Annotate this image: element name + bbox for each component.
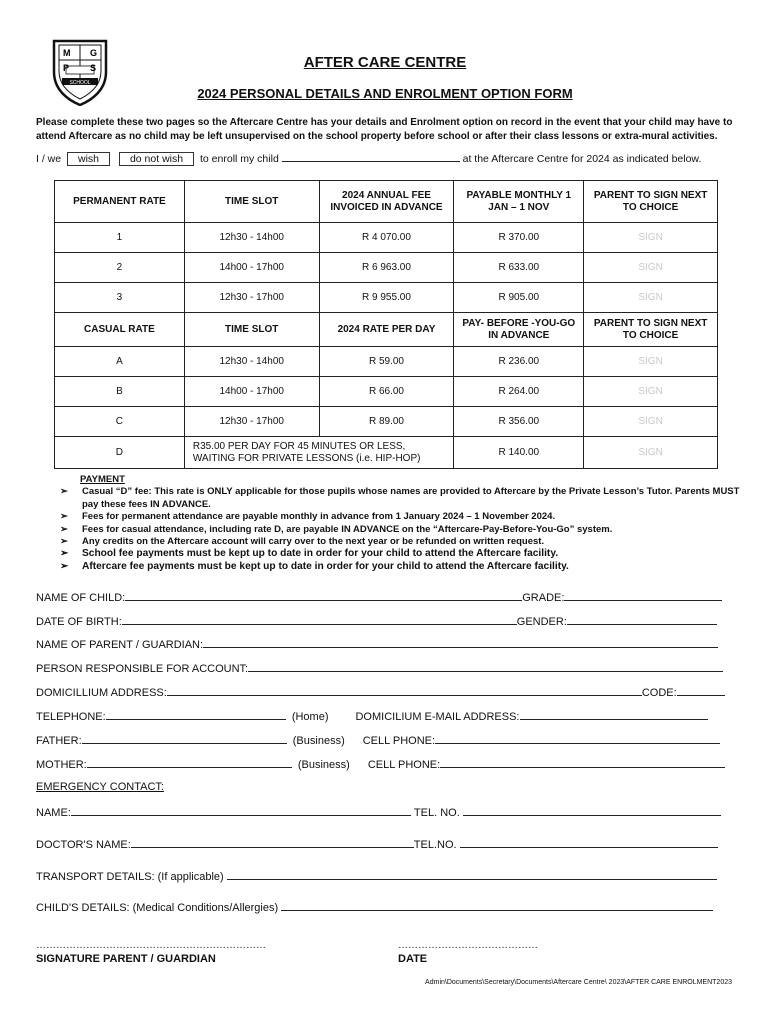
list-item: ➢ School fee payments must be kept up to date in order for your child to attend the Aftercare facility. (60, 548, 559, 560)
address-row (36, 685, 736, 699)
table-row (55, 377, 718, 407)
father-label: FATHER: (36, 735, 82, 747)
rate-cell: 3 (55, 283, 185, 313)
table-header: PERMANENT RATE (55, 181, 185, 223)
time-cell: 12h30 - 14h00 (184, 223, 319, 253)
enroll-suffix: at the Aftercare Centre for 2024 as indicated below. (462, 153, 702, 165)
telephone-label: TELEPHONE: (36, 711, 106, 723)
rate-cell: 1 (55, 223, 185, 253)
table-row (55, 283, 718, 313)
sign-cell[interactable]: SIGN (584, 223, 718, 253)
svg-text:G: G (90, 48, 98, 58)
parent-row (36, 637, 736, 651)
list-item: ➢ Any credits on the Aftercare account will carry over to the next year or be refunded on written request. (60, 536, 545, 548)
time-cell: 12h30 - 17h00 (184, 283, 319, 313)
list-item: ➢ Casual “D” fee: This rate is ONLY applicable for those pupils whose names are provided to Aftercare by the Private Lesson’s Tutor. Parents MUST pay these fees IN ADVANCE. (60, 486, 740, 510)
code-field[interactable] (677, 685, 725, 696)
child-details-field[interactable] (281, 900, 713, 911)
sign-cell[interactable]: SIGN (584, 253, 718, 283)
table-header: TIME SLOT (184, 181, 319, 223)
child-name-row (36, 590, 736, 604)
sign-cell[interactable]: SIGN (584, 377, 718, 407)
payment-notes (60, 474, 750, 573)
fee-cell: R 59.00 (319, 347, 454, 377)
business-label: (Business) (292, 735, 345, 747)
rate-cell: C (55, 407, 185, 437)
enroll-line (36, 151, 756, 166)
list-item: ➢ Fees for permanent attendance are payable monthly in advance from 1 January 2024 – 1 November 2024. (60, 511, 556, 523)
signature-label: SIGNATURE PARENT / GUARDIAN (36, 953, 216, 965)
mother-field[interactable] (87, 757, 292, 768)
responsible-field[interactable] (248, 661, 723, 672)
table-header: CASUAL RATE (55, 313, 185, 347)
doctor-label: DOCTOR'S NAME: (36, 839, 131, 851)
business-label: (Business) (297, 759, 350, 771)
date-label: DATE (398, 953, 428, 965)
email-label: DOMICILIUM E-MAIL ADDRESS: (355, 711, 520, 723)
wish-option[interactable]: wish (67, 152, 110, 166)
enroll-mid: to enroll my child (200, 153, 279, 165)
child-details-row (36, 900, 736, 914)
cell-label: CELL PHONE: (367, 759, 441, 771)
parent-label: NAME OF PARENT / GUARDIAN: (36, 639, 204, 651)
rate-cell: 2 (55, 253, 185, 283)
sign-cell[interactable]: SIGN (584, 437, 718, 469)
home-label: (Home) (291, 711, 329, 723)
file-path-footer: Admin\Documents\Secretary\Documents\Aftercare Centre\ 2023\AFTER CARE ENROLMENT2023 (425, 979, 732, 986)
bullet-arrow: ➢ (60, 548, 69, 560)
date-dots[interactable]: …………………………………… (398, 940, 538, 951)
email-field[interactable] (520, 709, 708, 720)
telephone-field[interactable] (106, 709, 286, 720)
transport-label: TRANSPORT DETAILS: (If applicable) (36, 871, 224, 883)
emergency-tel-field[interactable] (463, 805, 721, 816)
monthly-cell: R 356.00 (454, 407, 584, 437)
fee-cell: R 66.00 (319, 377, 454, 407)
grade-field[interactable] (564, 590, 722, 601)
child-name-label: NAME OF CHILD: (36, 592, 126, 604)
gender-field[interactable] (567, 614, 717, 625)
table-row (55, 347, 718, 377)
cell-label: CELL PHONE: (362, 735, 436, 747)
intro-text: Please complete these two pages so the Aftercare Centre has your details and Enrolment option on record in the event that your child may have to attend Aftercare as no child may be left unsupervised on the school property before school or after their class lessons or extra-mural activities. (36, 117, 733, 142)
table-header: 2024 RATE PER DAY (319, 313, 454, 347)
doctor-tel-label: TEL.NO. (413, 839, 457, 851)
address-field[interactable] (167, 685, 642, 696)
monthly-cell: R 633.00 (454, 253, 584, 283)
table-row (55, 253, 718, 283)
list-item: ➢ Aftercare fee payments must be kept up to date in order for your child to attend the Aftercare facility. (60, 560, 569, 572)
responsible-row (36, 661, 736, 675)
svg-text:M: M (63, 48, 71, 58)
table-row (55, 407, 718, 437)
rate-cell: A (55, 347, 185, 377)
enroll-prefix: I / we (36, 153, 62, 165)
table-header: PARENT TO SIGN NEXT TO CHOICE (584, 181, 718, 223)
sign-cell[interactable]: SIGN (584, 347, 718, 377)
father-cell-field[interactable] (435, 733, 720, 744)
tel-no-label: TEL. NO. (413, 807, 460, 819)
bullet-arrow: ➢ (60, 486, 68, 498)
doctor-field[interactable] (131, 837, 414, 848)
rate-d-description: R35.00 PER DAY FOR 45 MINUTES OR LESS, WAITING FOR PRIVATE LESSONS (i.e. HIP-HOP) (184, 437, 454, 469)
svg-text:SCHOOL: SCHOOL (69, 80, 91, 86)
dob-row (36, 614, 736, 628)
emergency-row (36, 805, 736, 819)
svg-text:P: P (63, 63, 70, 73)
fee-cell: R 6 963.00 (319, 253, 454, 283)
payment-heading: PAYMENT (80, 474, 125, 485)
sign-cell[interactable]: SIGN (584, 407, 718, 437)
mother-cell-field[interactable] (440, 757, 725, 768)
page-title: AFTER CARE CENTRE (303, 54, 467, 71)
table-header: PARENT TO SIGN NEXT TO CHOICE (584, 313, 718, 347)
rates-table (54, 180, 718, 469)
list-item: ➢ Fees for casual attendance, including rate D, are payable IN ADVANCE on the “Aftercare-Pay-Before-You-Go” system. (60, 523, 613, 535)
table-header-row (55, 181, 718, 223)
bullet-arrow: ➢ (60, 511, 68, 523)
father-row (36, 733, 736, 747)
doctor-tel-field[interactable] (460, 837, 718, 848)
mother-label: MOTHER: (36, 759, 87, 771)
emergency-heading: EMERGENCY CONTACT: (36, 781, 164, 793)
address-label: DOMICILLIUM ADDRESS: (36, 687, 167, 699)
table-header: TIME SLOT (184, 313, 319, 347)
sign-cell[interactable]: SIGN (584, 283, 718, 313)
dob-field[interactable] (122, 614, 517, 625)
table-header: PAYABLE MONTHLY 1 JAN – 1 NOV (454, 181, 584, 223)
bullet-arrow: ➢ (60, 560, 69, 572)
fee-cell: R 89.00 (319, 407, 454, 437)
fee-cell: R 4 070.00 (319, 223, 454, 253)
emergency-name-field[interactable] (71, 805, 411, 816)
table-row (55, 437, 718, 469)
transport-row (36, 869, 736, 883)
table-header: 2024 ANNUAL FEE INVOICED IN ADVANCE (319, 181, 454, 223)
monthly-cell: R 264.00 (454, 377, 584, 407)
bullet-arrow: ➢ (60, 536, 68, 548)
rate-cell: D (55, 437, 185, 469)
name-label: NAME: (36, 807, 71, 819)
time-cell: 12h30 - 14h00 (184, 347, 319, 377)
father-field[interactable] (82, 733, 287, 744)
fee-cell: R 9 955.00 (319, 283, 454, 313)
table-row (55, 223, 718, 253)
monthly-cell: R 140.00 (454, 437, 584, 469)
bullet-arrow: ➢ (60, 523, 68, 535)
code-label: CODE: (641, 687, 677, 699)
grade-label: GRADE: (522, 592, 565, 604)
dob-label: DATE OF BIRTH: (36, 616, 122, 628)
parent-field[interactable] (203, 637, 718, 648)
time-cell: 14h00 - 17h00 (184, 377, 319, 407)
transport-field[interactable] (227, 869, 717, 880)
do-not-wish-option[interactable]: do not wish (119, 152, 194, 166)
time-cell: 14h00 - 17h00 (184, 253, 319, 283)
monthly-cell: R 905.00 (454, 283, 584, 313)
table-header: PAY- BEFORE -YOU-GO IN ADVANCE (454, 313, 584, 347)
svg-text:S: S (90, 63, 97, 73)
monthly-cell: R 236.00 (454, 347, 584, 377)
doctor-row (36, 837, 736, 851)
gender-label: GENDER: (516, 616, 567, 628)
telephone-row (36, 709, 736, 723)
mother-row (36, 757, 736, 771)
time-cell: 12h30 - 17h00 (184, 407, 319, 437)
responsible-label: PERSON RESPONSIBLE FOR ACCOUNT: (36, 663, 249, 675)
child-name-field[interactable] (125, 590, 522, 601)
form-subtitle: 2024 PERSONAL DETAILS AND ENROLMENT OPTION FORM (197, 86, 573, 101)
signature-dots[interactable]: …………………………………………………………… (36, 940, 266, 951)
child-details-label: CHILD'S DETAILS: (Medical Conditions/Allergies) (36, 902, 279, 914)
rate-cell: B (55, 377, 185, 407)
monthly-cell: R 370.00 (454, 223, 584, 253)
table-header-row (55, 313, 718, 347)
child-name-blank[interactable] (282, 151, 460, 162)
